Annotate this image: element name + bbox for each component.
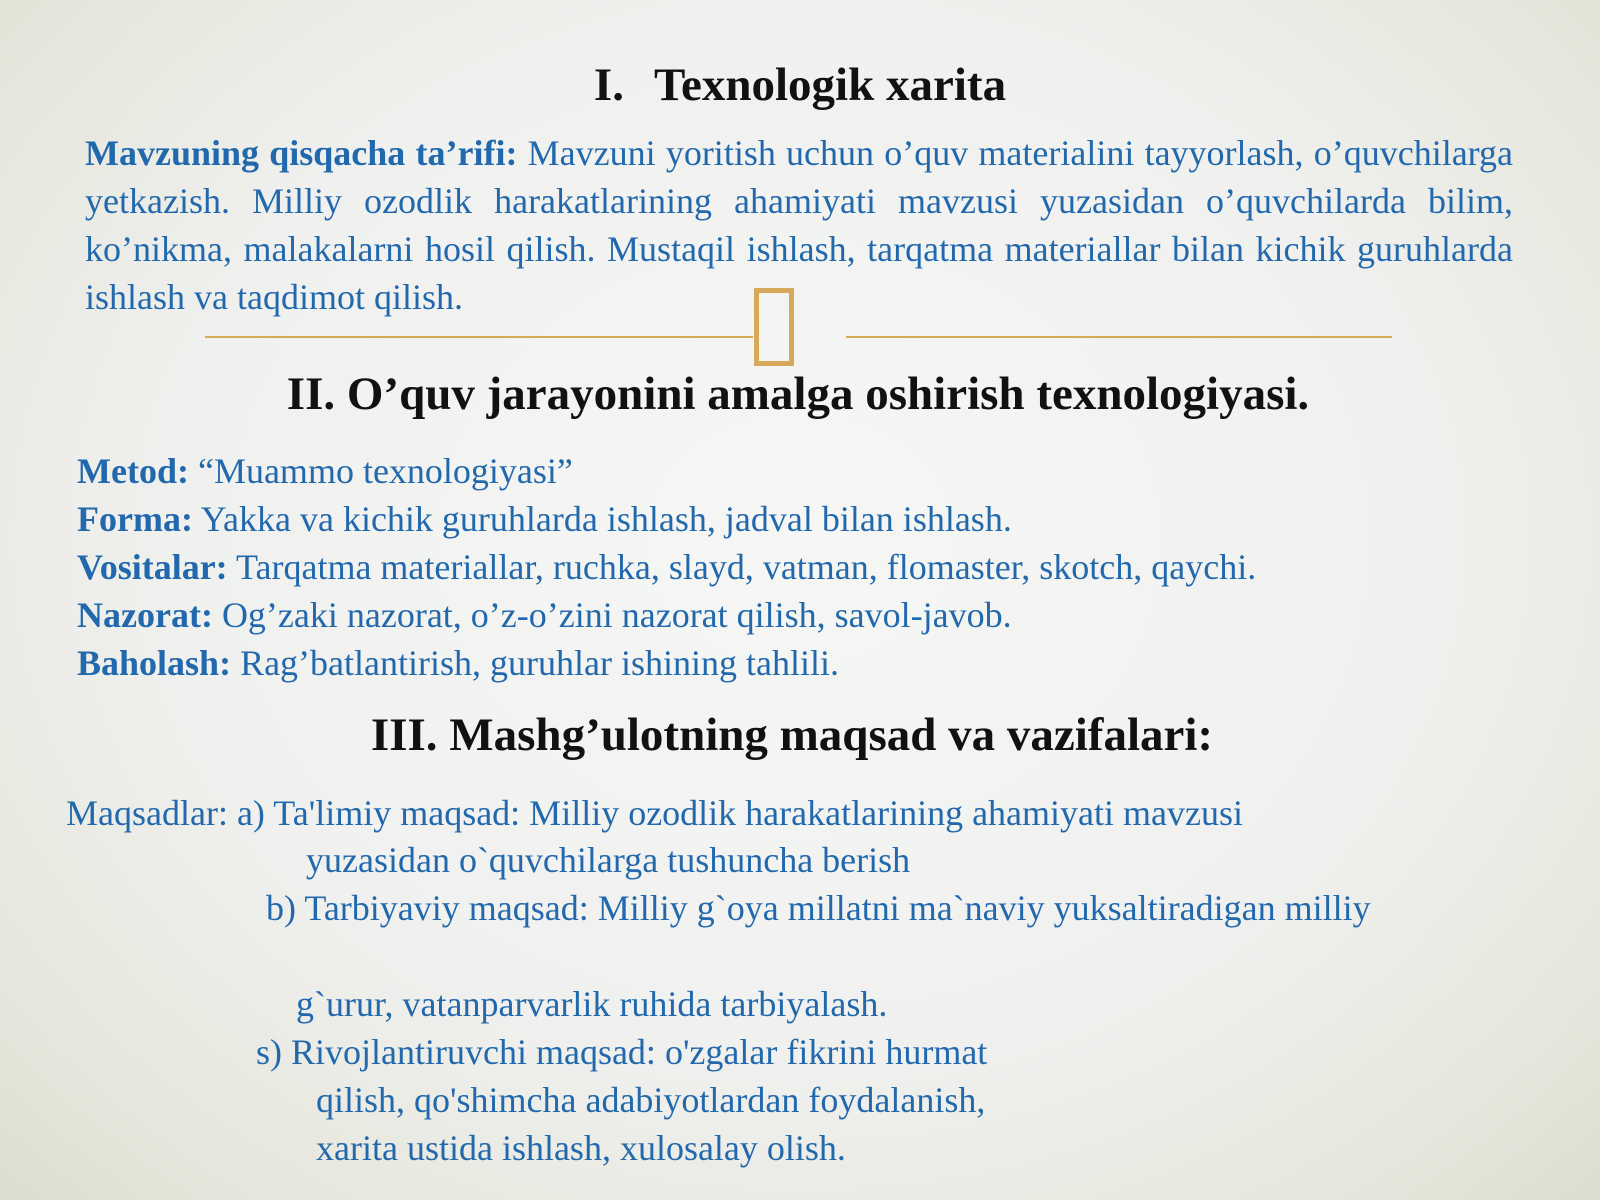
goal-line: Maqsadlar: a) Ta'limiy maqsad: Milliy ozodlik harakatlarining ahamiyati mavzusi <box>66 793 1243 833</box>
section-1-heading <box>0 58 1600 112</box>
goal-line: b) Tarbiyaviy maqsad: Milliy g`oya millatni ma`naviy yuksaltiradigan milliy <box>266 888 1371 928</box>
topic-description-text: Mavzuni yoritish uchun o’quv materialini tayyorlash, o’quvchilarga yetkazish. Milliy ozodlik harakatlarining ahamiyati mavzusi yuzasidan o’quvchilarda bilim, ko’nikma, malakalarni hosil qilish. Mustaqil ishlash, tarqatma materiallar bilan kichik guruhlarda ishlash va taqdimot qilish. <box>85 133 1513 317</box>
section-1-number: I. <box>593 59 624 111</box>
divider-line-right <box>846 336 1392 338</box>
info-label: Nazorat: <box>77 595 213 635</box>
info-label: Vositalar: <box>77 547 228 587</box>
divider-ornament <box>754 288 794 366</box>
goal-line: qilish, qo'shimcha adabiyotlardan foydalanish, <box>316 1080 986 1120</box>
info-value: Yakka va kichik guruhlarda ishlash, jadval bilan ishlash. <box>192 499 1012 539</box>
info-item-method <box>77 447 1557 495</box>
info-item-control <box>77 591 1557 639</box>
info-label: Forma: <box>77 499 193 539</box>
info-value: Og’zaki nazorat, o’z-o’zini nazorat qilish, savol-javob. <box>212 595 1012 635</box>
section-2-title: II. O’quv jarayonini amalga oshirish texnologiyasi. <box>286 368 1310 420</box>
info-item-tools <box>77 543 1557 591</box>
info-item-assessment <box>77 639 1557 687</box>
topic-description <box>85 129 1513 321</box>
info-value: Rag’batlantirish, guruhlar ishining tahlili. <box>231 643 839 683</box>
info-label: Baholash: <box>77 643 232 683</box>
section-1-title: Texnologik xarita <box>653 59 1007 111</box>
goal-line: xarita ustida ishlash, xulosalay olish. <box>316 1128 846 1168</box>
info-label: Metod: <box>77 451 189 491</box>
section-3-title: III. Mashg’ulotning maqsad va vazifalari: <box>370 709 1214 761</box>
goal-line: yuzasidan o`quvchilarga tushuncha berish <box>306 840 911 880</box>
info-value: Tarqatma materiallar, ruchka, slayd, vatman, flomaster, skotch, qaychi. <box>227 547 1257 587</box>
topic-description-label: Mavzuning qisqacha ta’rifi: <box>85 133 518 173</box>
technology-info-list <box>77 447 1557 687</box>
goal-line: g`urur, vatanparvarlik ruhida tarbiyalash. <box>296 984 888 1024</box>
divider-line-left <box>205 336 753 338</box>
info-value: “Muammo texnologiyasi” <box>188 451 573 491</box>
info-item-form <box>77 495 1557 543</box>
goal-line: s) Rivojlantiruvchi maqsad: o'zgalar fikrini hurmat <box>256 1032 988 1072</box>
